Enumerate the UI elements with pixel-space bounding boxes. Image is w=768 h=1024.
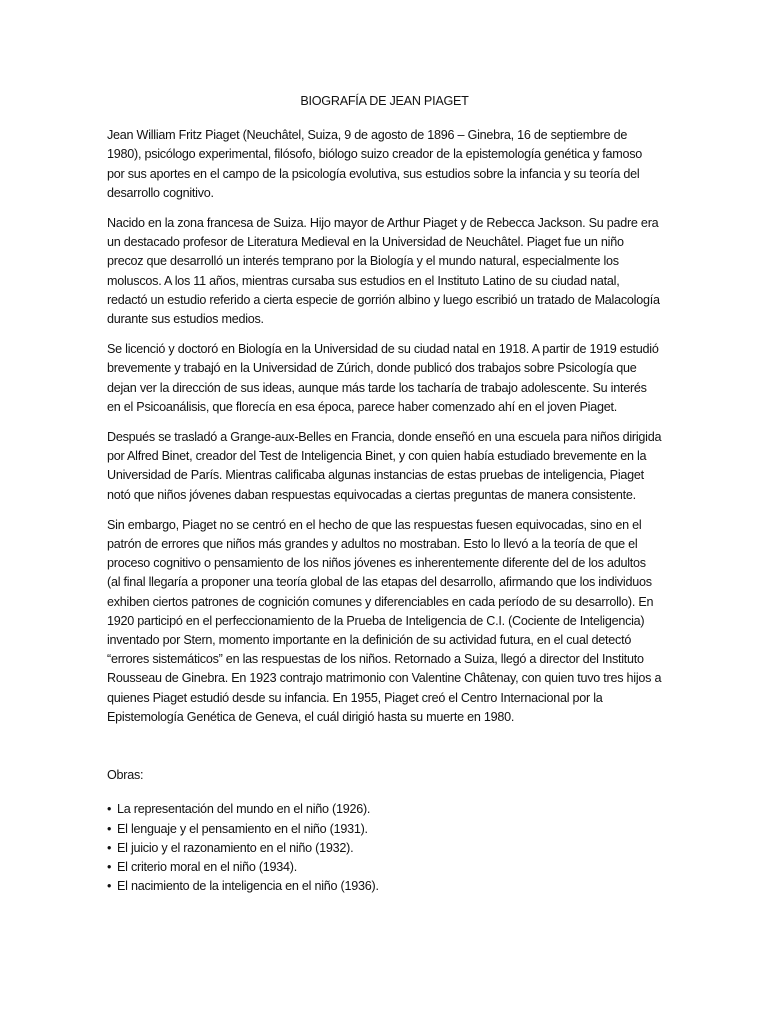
bullet-glyph: • <box>107 879 112 894</box>
paragraph-education: Se licenció y doctoró en Biología en la Universidad de su ciudad natal en 1918. A partir de 1919 estudió brevemente y trabajó en la Universidad de Zúrich, donde publicó dos trabajos sobre Psicología que dejan ver la dirección de sus ideas, aunque más tarde los tacharía de trabajo adolescente. Su interés en el Psicoanálisis, que florecía en esa época, parece haber comenzado ahí en el joven Piaget. <box>107 342 659 414</box>
paragraph-early-life: Nacido en la zona francesa de Suiza. Hijo mayor de Arthur Piaget y de Rebecca Jackson. Su padre era un destacado profesor de Literatura Medieval en la Universidad de Neuchâtel. Piaget fue un niño precoz que desarrolló un interés temprano por la Biología y el mundo natural, especialmente los moluscos. A los 11 años, mientras cursaba sus estudios en el Instituto Latino de su ciudad natal, redactó un estudio referido a cierta especie de gorrión albino y luego escribió un tratado de Malacología durante sus estudios medios. <box>107 216 660 327</box>
works-list <box>107 800 662 896</box>
bullet-glyph: • <box>107 840 112 855</box>
paragraph-binet: Después se trasladó a Grange-aux-Belles en Francia, donde enseñó en una escuela para niños dirigida por Alfred Binet, creador del Test de Inteligencia Binet, y con quien había estudiado brevemente en la Universidad de París. Mientras calificaba algunas instancias de estas pruebas de inteligencia, Piaget notó que niños jóvenes daban respuestas equivocadas a ciertas preguntas de manera consistente. <box>107 430 662 502</box>
list-item <box>107 858 662 877</box>
list-item <box>107 839 662 858</box>
list-item <box>107 800 662 819</box>
list-item <box>107 877 662 896</box>
bullet-glyph: • <box>107 802 112 817</box>
bullet-glyph: • <box>107 821 112 836</box>
document-page <box>107 92 662 896</box>
work-title: El lenguaje y el pensamiento en el niño (1931). <box>117 821 368 836</box>
work-title: El nacimiento de la inteligencia en el niño (1936). <box>117 879 379 894</box>
paragraph-intro: Jean William Fritz Piaget (Neuchâtel, Suiza, 9 de agosto de 1896 – Ginebra, 16 de septiembre de 1980), psicólogo experimental, filósofo, biólogo suizo creador de la epistemología genética y famoso por sus aportes en el campo de la psicología evolutiva, sus estudios sobre la infancia y su teoría del desarrollo cognitivo. <box>107 128 643 200</box>
list-item <box>107 820 662 839</box>
work-title: El juicio y el razonamiento en el niño (1932). <box>117 840 354 855</box>
works-heading: Obras: <box>107 768 144 783</box>
page-title: BIOGRAFÍA DE JEAN PIAGET <box>300 94 469 108</box>
bullet-glyph: • <box>107 859 112 874</box>
work-title: El criterio moral en el niño (1934). <box>117 859 297 874</box>
work-title: La representación del mundo en el niño (1926). <box>117 802 371 817</box>
paragraph-theory: Sin embargo, Piaget no se centró en el hecho de que las respuestas fuesen equivocadas, sino en el patrón de errores que niños más grandes y adultos no mostraban. Esto lo llevó a la teoría de que el proceso cognitivo o pensamiento de los niños jóvenes es inherentemente diferente del de los adultos (al final llegaría a proponer una teoría global de las etapas del desarrollo, afirmando que los individuos exhiben ciertos patrones de cognición comunes y diferenciables en cada período de su desarrollo). En 1920 participó en el perfeccionamiento de la Prueba de Inteligencia de C.I. (Cociente de Inteligencia) inventado por Stern, momento importante en la definición de su actividad futura, en el cual detectó “errores sistemáticos” en las respuestas de los niños. Retornado a Suiza, llegó a director del Instituto Rousseau de Ginebra. En 1923 contrajo matrimonio con Valentine Châtenay, con quien tuvo tres hijos a quienes Piaget estudió desde su infancia. En 1955, Piaget creó el Centro Internacional por la Epistemología Genética de Geneva, el cuál dirigió hasta su muerte en 1980. <box>107 517 662 724</box>
